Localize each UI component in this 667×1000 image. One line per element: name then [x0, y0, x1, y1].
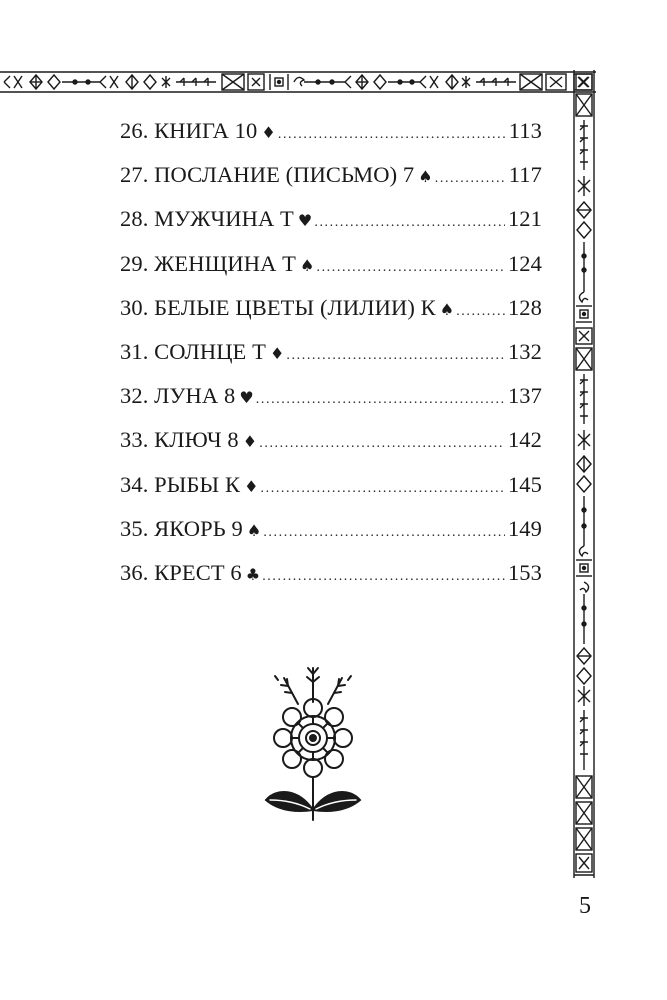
diamond-suit-icon: ♦ — [244, 476, 259, 496]
toc-entry-page: 121 — [507, 206, 542, 232]
table-of-contents — [120, 118, 542, 604]
heart-suit-icon: ♥ — [297, 211, 313, 231]
toc-entry-page: 124 — [507, 250, 542, 276]
club-suit-icon: ♣ — [245, 564, 261, 584]
spade-suit-icon: ♠ — [300, 255, 315, 275]
ornamental-border-right — [572, 70, 596, 878]
toc-entry-34[interactable] — [120, 472, 542, 516]
toc-entry-title: 33. КЛЮЧ 8 — [120, 427, 239, 453]
toc-entry-title: 31. СОЛНЦЕ Т — [120, 338, 266, 364]
toc-entry-page: 137 — [507, 383, 542, 409]
dot-leader — [256, 392, 505, 408]
toc-entry-page: 128 — [507, 294, 542, 320]
dot-leader — [263, 525, 505, 541]
toc-entry-27[interactable] — [120, 162, 542, 206]
toc-entry-title: 34. РЫБЫ К — [120, 471, 241, 497]
toc-entry-33[interactable] — [120, 427, 542, 471]
spade-suit-icon: ♠ — [439, 299, 455, 319]
toc-entry-30[interactable] — [120, 295, 542, 339]
folk-flower-ornament-icon — [258, 660, 368, 825]
toc-entry-31[interactable] — [120, 339, 542, 383]
toc-entry-29[interactable] — [120, 251, 542, 295]
dot-leader — [278, 127, 506, 143]
toc-entry-title: 29. ЖЕНЩИНА Т — [120, 250, 297, 276]
toc-entry-28[interactable] — [120, 206, 542, 250]
toc-entry-title: 32. ЛУНА 8 — [120, 383, 236, 409]
dot-leader — [259, 436, 505, 452]
toc-entry-title: 36. КРЕСТ 6 — [120, 559, 242, 585]
toc-entry-page: 149 — [507, 515, 542, 541]
diamond-suit-icon: ♦ — [261, 123, 276, 142]
toc-entry-page: 113 — [508, 118, 542, 143]
dot-leader — [435, 171, 506, 187]
dot-leader — [314, 215, 505, 231]
heart-suit-icon: ♥ — [239, 388, 254, 408]
page-number: 5 — [579, 893, 591, 919]
toc-entry-title: 30. БЕЛЫЕ ЦВЕТЫ (ЛИЛИИ) К — [120, 294, 436, 320]
spade-suit-icon: ♠ — [246, 520, 262, 540]
toc-entry-page: 153 — [507, 559, 542, 585]
dot-leader — [316, 260, 504, 276]
toc-entry-title: 35. ЯКОРЬ 9 — [120, 515, 243, 541]
spade-suit-icon: ♠ — [418, 167, 433, 187]
toc-entry-title: 27. ПОСЛАНИЕ (ПИСЬМО) 7 — [120, 162, 415, 188]
toc-entry-26[interactable] — [120, 118, 542, 162]
dot-leader — [456, 304, 505, 320]
dot-leader — [286, 348, 505, 364]
diamond-suit-icon: ♦ — [242, 432, 258, 452]
toc-entry-36[interactable] — [120, 560, 542, 604]
toc-entry-32[interactable] — [120, 383, 542, 427]
diamond-suit-icon: ♦ — [269, 343, 285, 363]
dot-leader — [262, 569, 505, 585]
toc-entry-title: 28. МУЖЧИНА Т — [120, 206, 294, 232]
ornamental-border-top — [0, 70, 596, 94]
toc-entry-page: 117 — [508, 162, 542, 188]
toc-entry-page: 145 — [507, 471, 542, 497]
toc-entry-page: 132 — [507, 338, 542, 364]
toc-entry-page: 142 — [507, 427, 542, 453]
toc-entry-title: 26. КНИГА 10 — [120, 118, 258, 143]
dot-leader — [261, 481, 505, 497]
toc-entry-35[interactable] — [120, 516, 542, 560]
